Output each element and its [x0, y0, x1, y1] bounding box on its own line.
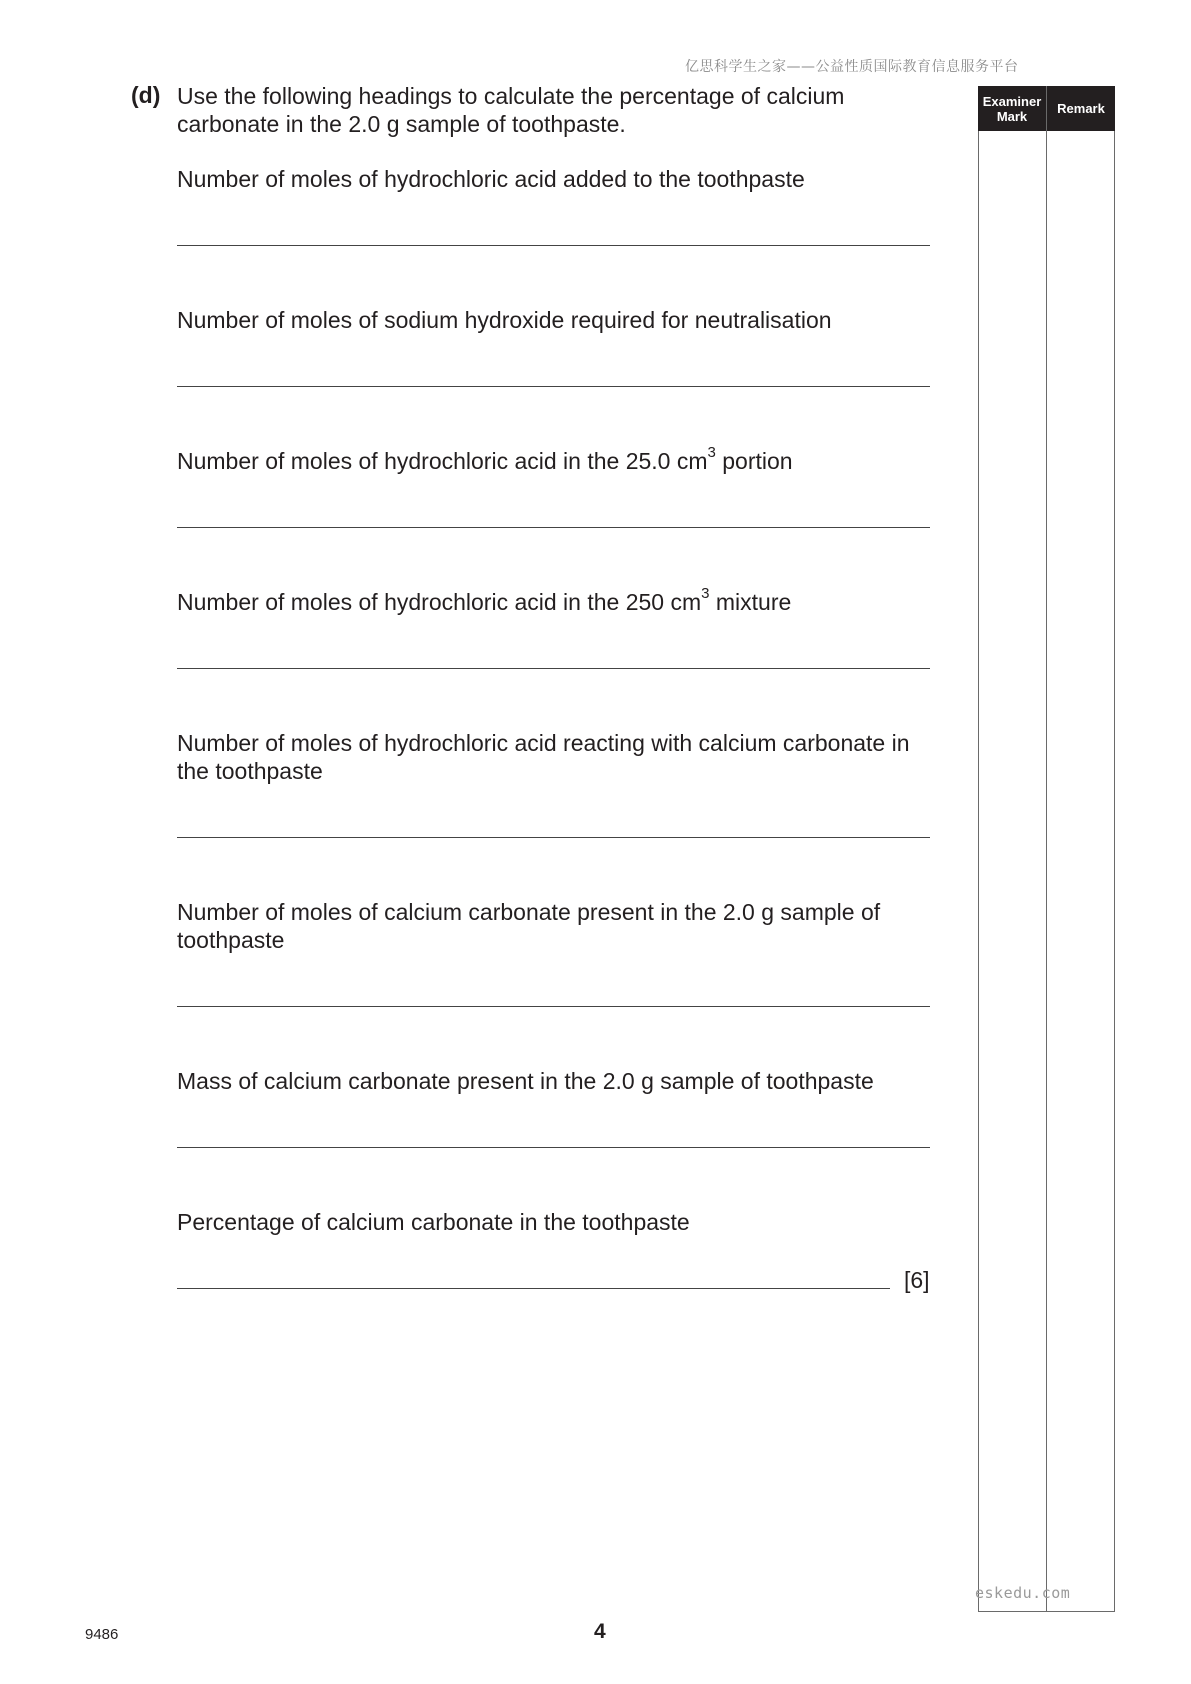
paper-code: 9486 — [85, 1626, 119, 1643]
heading-3-suffix: portion — [715, 448, 793, 474]
question-intro: Use the following headings to calculate the percentage of calcium carbonate in the 2.0 g sample of toothpaste. — [177, 83, 845, 137]
heading-moles-hcl-mixture — [177, 585, 937, 616]
heading-3-text: Number of moles of hydrochloric acid in the 25.0 cm — [177, 448, 708, 474]
heading-moles-hcl-added: Number of moles of hydrochloric acid added to the toothpaste — [177, 166, 805, 192]
footer-watermark: eskedu.com — [975, 1584, 1071, 1602]
answer-line-8[interactable] — [177, 1288, 890, 1289]
heading-moles-naoh: Number of moles of sodium hydroxide required for neutralisation — [177, 307, 832, 333]
answer-line-2[interactable] — [177, 386, 930, 387]
heading-moles-hcl-portion — [177, 444, 937, 475]
answer-line-7[interactable] — [177, 1147, 930, 1148]
examiner-mark-header — [978, 86, 1046, 131]
answer-line-4[interactable] — [177, 668, 930, 669]
examiner-mark-header-line1: Examiner — [982, 93, 1042, 109]
question-label: (d) — [131, 82, 161, 108]
heading-3-superscript: 3 — [707, 444, 716, 462]
heading-mass-caco3: Mass of calcium carbonate present in the 2.0 g sample of toothpaste — [177, 1068, 874, 1094]
answer-line-5[interactable] — [177, 837, 930, 838]
answer-line-1[interactable] — [177, 245, 930, 246]
heading-4-suffix: mixture — [709, 589, 792, 615]
heading-moles-hcl-reacting: Number of moles of hydrochloric acid reacting with calcium carbonate in the toothpaste — [177, 730, 910, 784]
examiner-mark-header-line2: Mark — [996, 108, 1028, 124]
heading-4-superscript: 3 — [701, 585, 710, 603]
heading-moles-caco3: Number of moles of calcium carbonate present in the 2.0 g sample of toothpaste — [177, 899, 881, 953]
heading-4-text: Number of moles of hydrochloric acid in the 250 cm — [177, 589, 702, 615]
heading-percentage-caco3: Percentage of calcium carbonate in the toothpaste — [177, 1209, 690, 1235]
examiner-panel-divider — [1046, 86, 1047, 1612]
remark-header: Remark — [1047, 86, 1115, 131]
answer-line-3[interactable] — [177, 527, 930, 528]
page-number: 4 — [594, 1620, 606, 1643]
answer-line-6[interactable] — [177, 1006, 930, 1007]
header-watermark: 亿思科学生之家——公益性质国际教育信息服务平台 — [685, 59, 1019, 75]
marks-allocation: [6] — [904, 1267, 930, 1293]
